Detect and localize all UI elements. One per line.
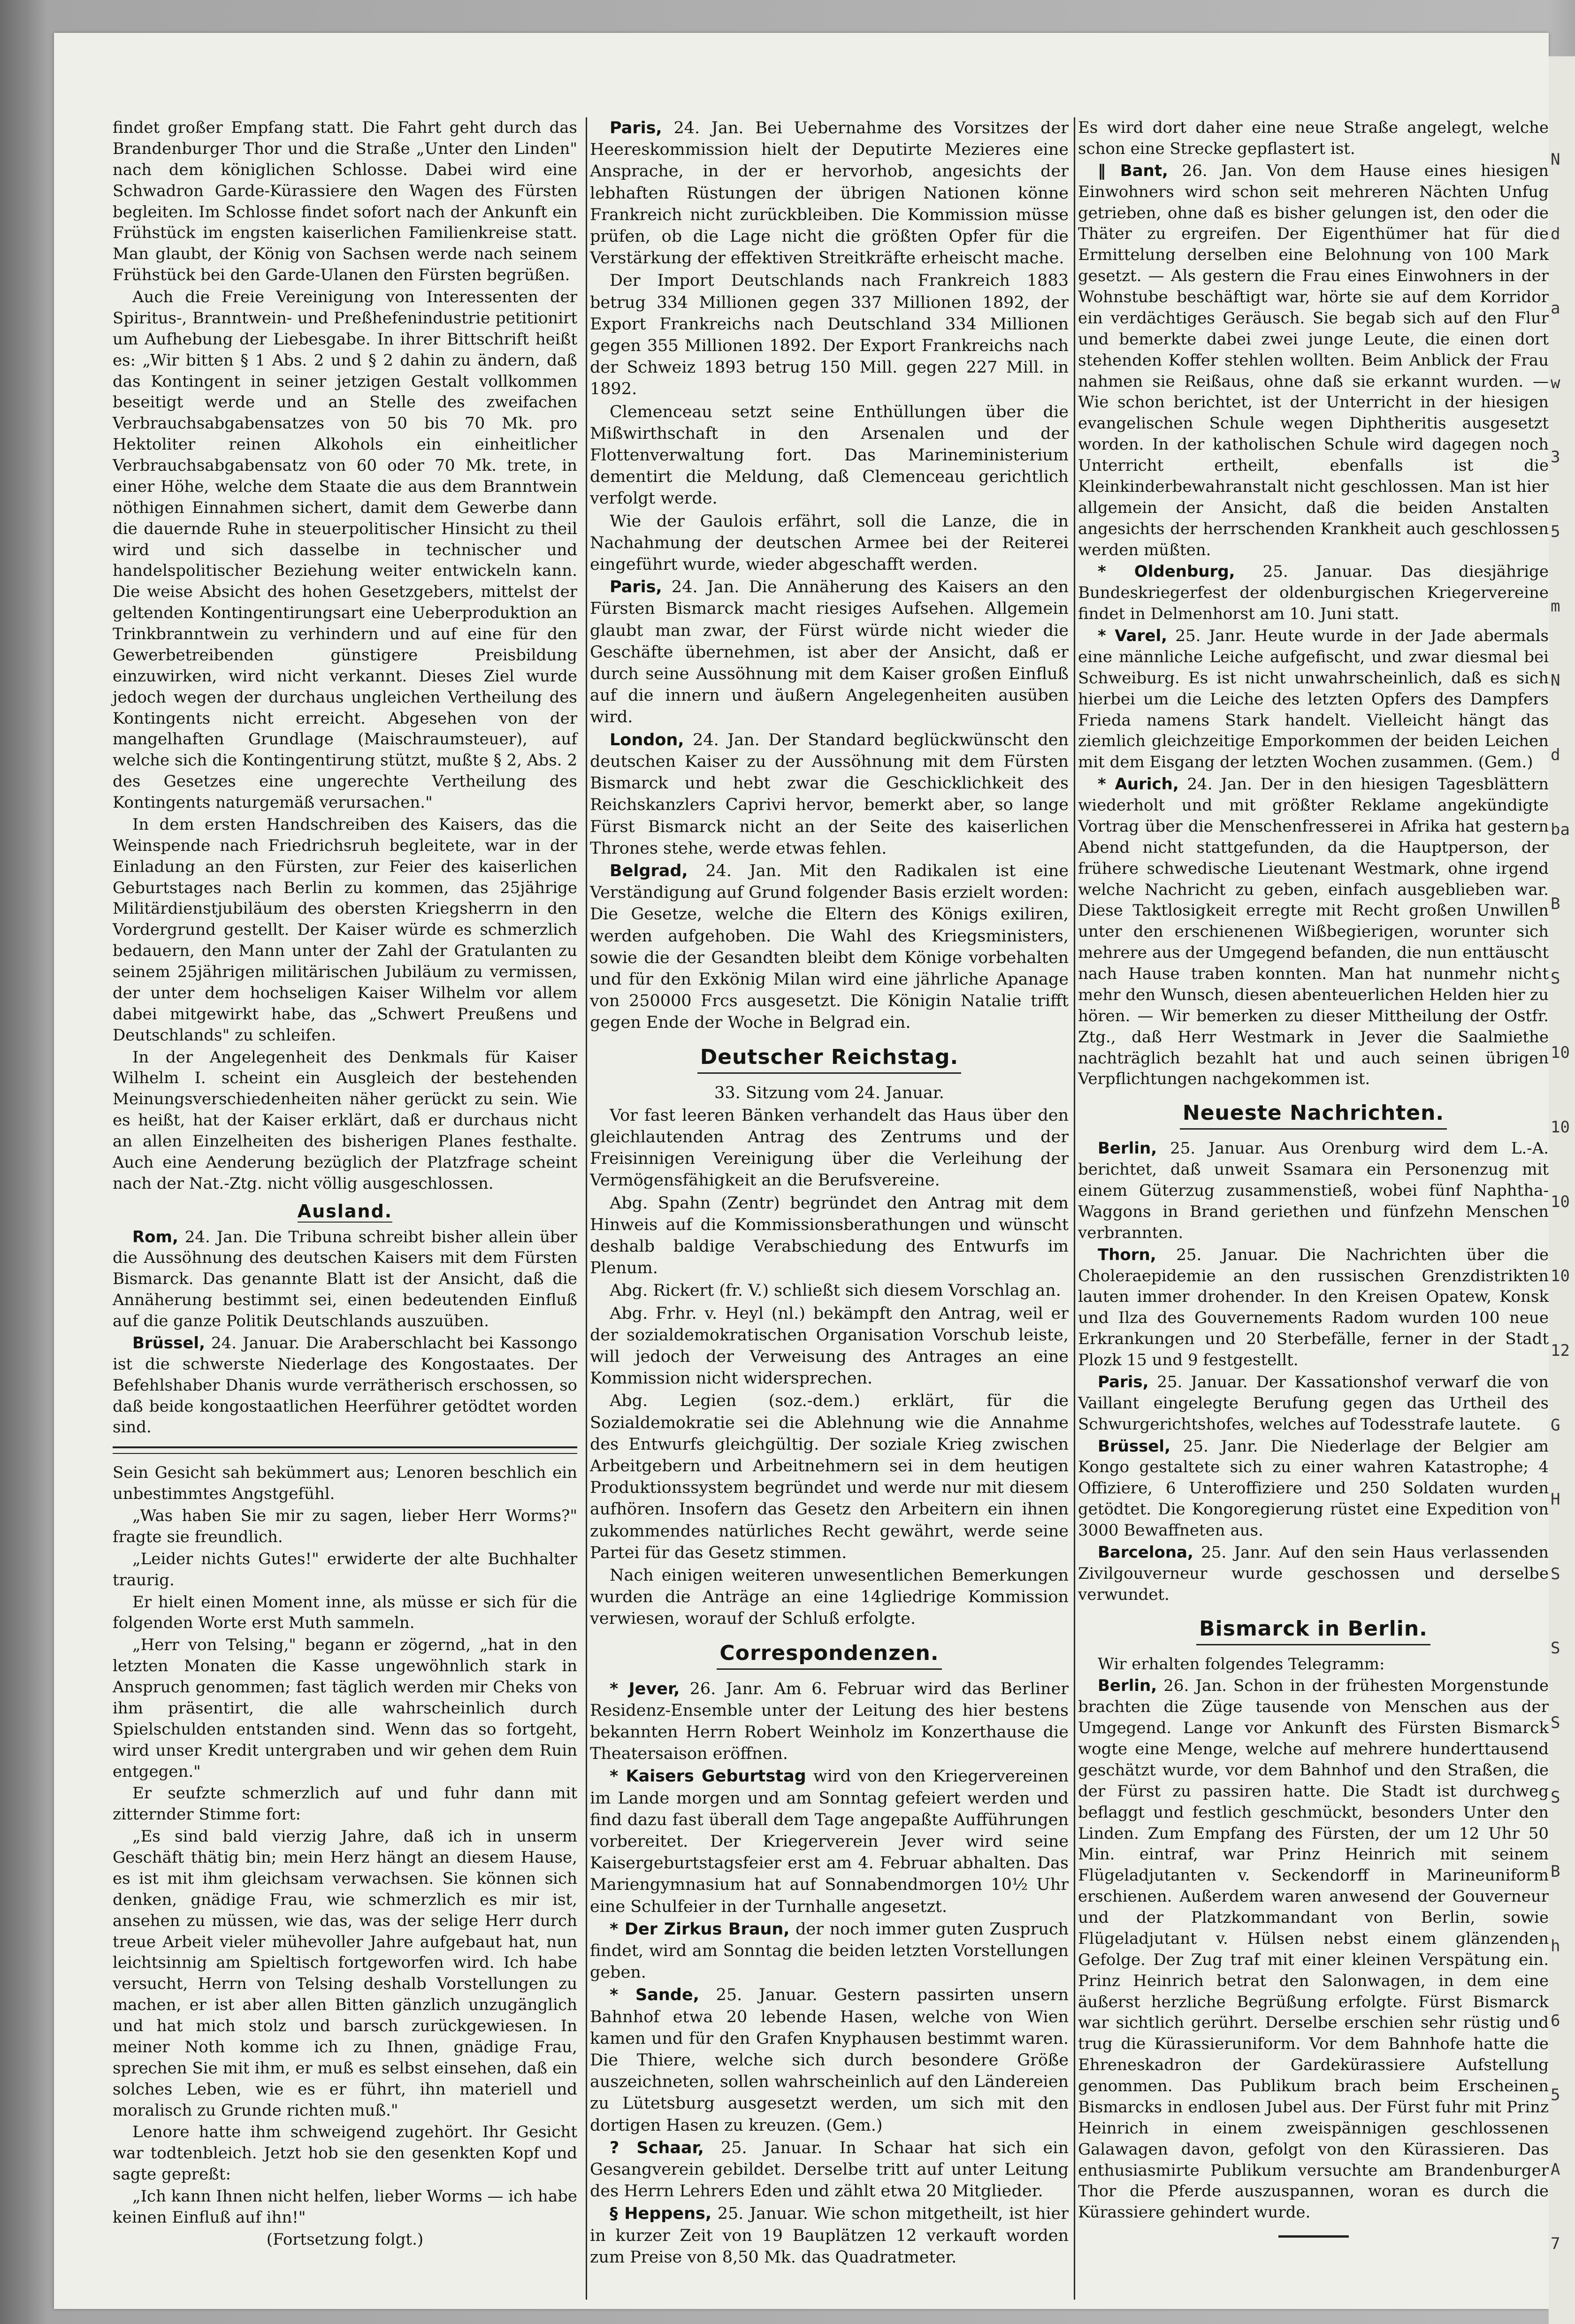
section-heading-text: Deutscher Reichstag. [697,1044,962,1074]
section-heading-reichstag [590,1044,1069,1074]
report-paragraph: Abg. Rickert (fr. V.) schließt sich diesem Vorschlag an. [610,1281,1061,1300]
story-paragraph: „Herr von Telsing," begann er zögernd, „hat in den letzten Monaten die Kasse ungewöhnlich stark in Anspruch genommen; fast täglich werden mir Cheks von ihm präsentirt, die alle wahrscheinlich durch Spielschulden entstanden sind. Wenn das so fortgeht, wird unser Kredit untergraben und wir gehen dem Ruin entgegen." [113,1636,577,1781]
report-paragraph: Abg. Legien (soz.-dem.) erklärt, für die Sozialdemokratie sei die Ablehnung wie die Annahme des Entwurfs gleichgültig. Der soziale Krieg zwischen Arbeitgebern und Arbeitnehmern sei in dem heutigen Produktionssystem begründet und werde nur mit diesem aufhören. Insofern das Gesetz den Arbeitern ein ihnen zukommendes natürliches Recht gewährt, werde seine Partei für das Gesetz stimmen. [590,1391,1069,1562]
news-item [1078,626,1549,773]
news-item [590,860,1069,1034]
news-item [1078,1372,1549,1435]
news-text: 24. Jan. Der Standard beglückwünscht den deutschen Kaiser zu der Aussöhnung mit dem Fürsten Bismarck und hebt zwar die Geschicklichkeit des Reichskanzlers Caprivi hervor, bemerkt aber, so lange Fürst Bismarck nicht an der Seite des kaiserlichen Thrones stehe, werde etwas fehlen. [590,730,1069,858]
dateline: * Der Zirkus Braun, [610,1919,790,1939]
continuation-note: (Fortsetzung folgt.) [266,2230,424,2249]
margin-fragment: A [1551,2160,1560,2179]
news-text: 24. Jan. Die Tribuna schreibt bisher allein über die Aussöhnung des deutschen Kaisers mit dem Fürsten Bismarck. Das genannte Blatt ist der Ansicht, daß die Annäherung bestimmt sei, einen bedeutenden Einfluß auf die ganze Politik Deutschlands auszuüben. [113,1227,577,1330]
news-item [1078,774,1549,1090]
story-paragraph: „Leider nichts Gutes!" erwiderte der alte Buchhalter traurig. [113,1549,577,1590]
news-item [590,401,1069,510]
story-paragraph: Sein Gesicht sah bekümmert aus; Lenoren beschlich ein unbestimmtes Angstgefühl. [113,1463,577,1504]
story-paragraph: Lenore hatte ihm schweigend zugehört. Ihr Gesicht war todtenbleich. Jetzt hob sie den gesenkten Kopf und sagte gepreßt: [113,2123,577,2184]
margin-fragment: S [1551,1564,1560,1583]
dateline: § Heppens, [610,2204,712,2224]
session-line: 33. Sitzung vom 24. Januar. [714,1083,944,1102]
column-2 [590,117,1069,2269]
news-text: 26. Jan. Von dem Hause eines hiesigen Einwohners wird schon seit mehreren Nächten Unfug getrieben, ohne daß es bisher gelungen ist, den oder die Thäter zu ergreifen. Der Eigenthümer hat für die Ermittelung derselben eine Belohnung von 100 Mark gesetzt. — Als gestern die Frau eines Einwohners in der Wohnstube beschäftigt war, hörte sie auf dem Korridor ein verdächtiges Geräusch. Sie begab sich auf den Flur und bemerkte dabei zwei junge Leute, die einen dort stehenden Koffer stehlen wollten. Beim Anblick der Frau nahmen sie Reißaus, ohne daß sie erkannt wurden. — Wie schon berichtet, ist der Unterricht in der hiesigen evangelischen Schule wegen Diphtheritis ausgesetzt worden. In der katholischen Schule wird dagegen noch Unterricht ertheilt, ebenfalls ist die Kleinkinderbewahranstalt nicht geschlossen. Man ist hier allgemein der Ansicht, daß die beiden Anstalten angesichts der herrschenden Krankheit auch geschlossen werden müßten. [1078,161,1549,559]
news-text: 26. Janr. Am 6. Februar wird das Berliner Residenz-Ensemble unter der Leitung des hier bestens bekannten Herrn Robert Weinholz im Konzerthause die Theatersaison eröffnen. [590,1679,1069,1764]
dateline: Berlin, [1098,1139,1157,1158]
news-text: 26. Jan. Schon in der frühesten Morgenstunde brachten die Züge tausende von Menschen aus der Umgegend. Lange vor Ankunft des Fürsten Bismarck wogte eine Menge, welche auf mehrere hunderttausend geschätzt wurde, vor dem Bahnhof und den Straßen, die der Fürst zu passiren hatte. Die Stadt ist durchweg beflaggt und festlich geschmückt, besonders Unter den Linden. Zum Empfang des Fürsten, der um 12 Uhr 50 Min. eintraf, war Prinz Heinrich mit seinem Flügeladjutanten v. Seckendorff in Marineuniform erschienen. Außerdem waren anwesend der Gouverneur und der Platzkommandant von Berlin, sowie Flügeladjutant v. Hülsen nebst einem glänzenden Gefolge. Der Zug traf mit einer kleinen Verspätung ein. Prinz Heinrich betrat den Salonwagen, in dem eine äußerst herzliche Begrüßung erfolgte. Fürst Bismarck war sichtlich gerührt. Derselbe erschien sehr rüstig und trug die Kürassieruniform. Vor dem Bahnhofe hatte die Ehreneskadron der Gardekürassiere Aufstellung genommen. Das Publikum brach beim Erscheinen Bismarcks in endlosen Jubel aus. Der Fürst fuhr mit Prinz Heinrich in einem zweispännigen geschlossenen Galawagen davon, gefolgt von den Kürassieren. Das enthusiasmirte Publikum versuchte am Brandenburger Thor die Pferde auszuspannen, woran es durch die Kürassiere gehindert wurde. [1078,1676,1549,2222]
report-paragraph: Abg. Spahn (Zentr) begründet den Antrag mit dem Hinweis auf die Kommissionsberathungen und wünscht deshalb baldige Verabschiedung des Entwurfs im Plenum. [590,1193,1069,1278]
margin-fragment: N [1551,671,1560,690]
dateline: Brüssel, [1098,1437,1170,1456]
news-item [590,511,1069,576]
news-text: 25. Januar. In Schaar hat sich ein Gesangverein gebildet. Derselbe tritt auf unter Leitung des Herrn Lehrers Eden und zählt etwa 20 Mitglieder. [590,2138,1069,2201]
section-heading-text: Neueste Nachrichten. [1180,1100,1447,1130]
news-item [590,576,1069,728]
margin-fragment: a [1551,299,1560,318]
dateline: ? Schaar, [610,2138,704,2157]
margin-fragment: B [1551,894,1560,914]
news-text: der noch immer guten Zuspruch findet, wird am Sonntag die beiden letzten Vorstellungen geben. [590,1919,1069,1982]
news-text: 25. Januar. Die Nachrichten über die Choleraepidemie an den russischen Grenzdistrikten lauten immer drohender. In den Kreisen Opatew, Konsk und Ilza des Gouvernements Radom wurden 100 neue Erkrankungen und 20 Sterbefälle, ferner in der Stadt Plozk 15 und 9 festgestellt. [1078,1245,1549,1369]
news-item [1078,1542,1549,1605]
dateline: Berlin, [1098,1676,1157,1696]
margin-fragment: S [1551,1788,1560,1807]
article-paragraph: findet großer Empfang statt. Die Fahrt geht durch das Brandenburger Thor und die Straße „Unter den Linden" nach dem königlichen Schlosse. Dabei wird eine Schwadron Garde-Kürassiere den Wagen des Fürsten begleiten. Im Schlosse findet sofort nach der Ankunft ein Frühstück im engsten kaiserlichen Familienkreise statt. Man glaubt, der König von Sachsen werde nach seinem Frühstück bei den Garde-Ulanen den Fürsten begrüßen. [113,118,577,285]
news-text: 24. Jan. Der in den hiesigen Tagesblättern wiederholt und mit größter Reklame angekündigte Vortrag über die Menschenfresserei in Afrika hat gestern Abend nicht stattgefunden, da die Hauptperson, der frühere schwedische Lieutenant Westmark, ohne irgend welche Nachricht zu geben, einfach ausgeblieben war. Diese Taktlosigkeit erregte mit Recht großen Unwillen unter den erschienenen Wißbegierigen, worunter sich mehrere aus der Umgegend befanden, die nun enttäuscht nach Hause traben konnten. Man hat nunmehr nicht mehr den Wunsch, diesen abenteuerlichen Helden hier zu hören. — Wir bemerken zu dieser Mittheilung der Ostfr. Ztg., daß Herr Westmark in Jever die Saalmiethe nachträglich bezahlt hat und auch seinen übrigen Verpflichtungen nachgekommen ist. [1078,775,1549,1089]
news-item [1078,1675,1549,2223]
news-item [590,1984,1069,2136]
report-paragraph: Nach einigen weiteren unwesentlichen Bemerkungen wurden die Anträge an eine 14gliedrige Kommission verwiesen, worauf der Schluß erfolgte. [590,1566,1069,1628]
dateline: Thorn, [1098,1245,1156,1264]
dateline: Paris, [1098,1372,1149,1391]
news-item [1078,161,1549,561]
dateline: ‖ Bant, [1098,161,1168,180]
news-item [1078,117,1549,160]
dateline: * Jever, [610,1679,680,1698]
news-text: Der Import Deutschlands nach Frankreich 1883 betrug 334 Millionen gegen 337 Millionen 1892, der Export Frankreichs nach Deutschland 334 Millionen gegen 355 Millionen 1892. Der Export Frankreichs nach der Schweiz 1893 betrug 150 Mill. gegen 227 Mill. in 1892. [590,271,1069,399]
news-text: Wie der Gaulois erfährt, soll die Lanze, die in Nachahmung der deutschen Armee bei der Reiterei eingeführt wurde, wieder abgeschafft werden. [590,512,1069,574]
story-paragraph: Er hielt einen Moment inne, als müsse er sich für die folgenden Worte erst Muth sammeln. [113,1592,577,1633]
news-item [1078,1245,1549,1371]
article-paragraph: Auch die Freie Vereinigung von Interessenten der Spiritus-, Branntwein- und Preßhefenindustrie petitionirt um Aufhebung der Liebesgabe. In ihrer Bittschrift heißt es: „Wir bitten § 1 Abs. 2 und § 2 dahin zu ändern, daß das Kontingent in seiner jetzigen Gestalt vollkommen beseitigt werde und an Stelle des zweifachen Verbrauchsabgabensatzes von 50 bis 70 Mk. pro Hektoliter reinen Alkohols ein einheitlicher Verbrauchsabgabensatz von 60 oder 70 Mk. trete, in einer Höhe, welche dem Staate die aus dem Branntwein nöthigen Einnahmen sichert, damit dem Gewerbe dann die dauernde Ruhe in steuerpolitischer Hinsicht zu theil wird und sich dasselbe in technischer und handelspolitischer Beziehung weiter entwickeln kann. Die weise Absicht des hohen Gesetzgebers, mittelst der geltenden Kontingentirungsart eine Ueberproduktion an Trinkbranntwein zu verhindern und auf eine für den Gewerbetreibenden günstigere Preisbildung einzuwirken, wird nicht verkannt. Dieses Ziel wurde jedoch wegen der durchaus ungleichen Vertheilung des Kontingents nicht erreicht. Abgesehen von der mangelhaften Grundlage (Maischraumsteuer), auf welche sich die Kontingentirung stützt, mußte § 2, Abs. 2 des Gesetzes eine ungerechte Vertheilung des Kontingents naturgemäß verursachen." [113,288,577,812]
column-rule [586,117,587,2300]
margin-fragment: S [1551,969,1560,988]
margin-fragment: S [1551,1639,1560,1658]
telegram-intro: Wir erhalten folgendes Telegramm: [1098,1654,1385,1674]
dateline: Brüssel, [132,1333,205,1353]
margin-fragment: 10 [1551,1192,1570,1211]
dateline: Barcelona, [1098,1543,1193,1562]
news-text: 25. Janr. Die Niederlage der Belgier am Kongo gestaltete sich zu einer wahren Katastrophe; 4 Offiziere, 6 Unteroffiziere und 250 Soldaten wurden getödtet. Die Kongoregierung rüstet eine Expedition von 3000 Bewaffneten aus. [1078,1437,1549,1540]
news-item [590,117,1069,269]
news-text: 25. Januar. Wie schon mitgetheilt, ist hier in kurzer Zeit von 19 Bauplätzen 12 verkauft worden zum Preise von 8,50 Mk. das Quadratmeter. [590,2204,1069,2267]
news-text: 25. Janr. Heute wurde in der Jade abermals eine männliche Leiche aufgefischt, und zwar diesmal bei Schweiburg. Es ist nicht unwahrscheinlich, daß es sich hierbei um die Leiche des letzten Opfers des Dampfers Frieda namens Stark handelt. Vielleicht hängt das ziemlich gleichzeitige Emporkommen der beiden Leichen mit dem Eisgang der letzten Wochen zusammen. (Gem.) [1078,627,1549,772]
article-paragraph: In der Angelegenheit des Denkmals für Kaiser Wilhelm I. scheint ein Ausgleich der bestehenden Meinungsverschiedenheiten näher gerückt zu sein. Wie es heißt, hat der Kaiser erklärt, daß er durchaus nicht an allen Einzelheiten des bisherigen Planes festhalte. Auch eine Aenderung bezüglich der Platzfrage scheint nach der Nat.-Ztg. nicht völlig ausgeschlossen. [113,1047,577,1193]
news-item [1078,1436,1549,1541]
dateline: * Sande, [610,1986,699,2005]
news-item [590,2137,1069,2202]
report-paragraph: Abg. Frhr. v. Heyl (nl.) bekämpft den Antrag, weil er der sozialdemokratischen Organisation Vorschub leiste, will jedoch der Verweisung des Antrages an eine Kommission nicht widersprechen. [590,1304,1069,1388]
dateline: Paris, [610,119,662,138]
margin-fragment: w [1551,373,1560,392]
dateline: * Aurich, [1098,775,1179,794]
news-text: 24. Jan. Die Annäherung des Kaisers an den Fürsten Bismarck macht riesiges Aufsehen. Allgemein glaubt man zwar, der Fürst würde nicht wieder die Geschäfte übernehmen, ist aber der Ansicht, daß er durch seine Aussöhnung mit dem Kaiser großen Einfluß auf die innern und äußern Angelegenheiten ausüben wird. [590,578,1069,727]
section-heading-text: Bismarck in Berlin. [1196,1616,1430,1645]
news-item [590,1766,1069,1917]
story-paragraph: Er seufzte schmerzlich auf und fuhr dann mit zitternder Stimme fort: [113,1784,577,1824]
news-text: wird von den Kriegervereinen im Lande morgen und am Sonntag gefeiert werden und find dazu fast überall dem Tage angepaßte Aufführungen vorbereitet. Der Kriegerverein Jever wird seine Kaisergeburtstagsfeier erst am 4. Februar abhalten. Das Mariengymnasium hat auf Sonnabendmorgen 10½ Uhr eine Schulfeier in der Turnhalle angesetzt. [590,1767,1069,1916]
news-item [590,1919,1069,1984]
margin-fragment: m [1551,596,1560,616]
news-item [590,270,1069,400]
column-1 [113,117,577,2251]
news-text: 25. Januar. Der Kassationshof verwarf die von Vaillant eingelegte Berufung gegen das Urtheil des Schwurgerichtshofes, welches auf Todesstrafe lautete. [1078,1372,1549,1434]
news-text: 24. Jan. Bei Uebernahme des Vorsitzes der Heereskommission hielt der Deputirte Mezieres eine Ansprache, in der er hervorhob, angesichts der lebhaften Rüstungen der übrigen Nationen könne Frankreich nicht zurückbleiben. Die Kommission müsse prüfen, ob die Lage nicht die größten Opfer für die Verstärkung der effektiven Streitkräfte erheischt mache. [590,119,1069,268]
margin-fragment: d [1551,745,1560,764]
margin-fragment: G [1551,1415,1560,1435]
margin-fragment: h [1551,1936,1560,1956]
dateline: * Kaisers Geburtstag [610,1767,806,1786]
dateline: * Varel, [1098,627,1168,645]
news-text: 24. Jan. Mit den Radikalen ist eine Verständigung auf Grund folgender Basis erzielt worden: Die Gesetze, welche die Eltern des Königs exiliren, werden aufgehoben. Die Wahl des Kriegsministers, sowie die der Gesandten bleibt dem Könige vorbehalten und für den Exkönig Milan wird eine jährliche Apanage von 250000 Frcs ausgesetzt. Die Königin Natalie trifft gegen Ende der Woche in Belgrad ein. [590,861,1069,1032]
news-item [590,729,1069,859]
margin-fragment: 5 [1551,2086,1560,2105]
margin-fragment: B [1551,1862,1560,1881]
margin-fragment: ba [1551,820,1570,839]
section-heading-text: Correspondenzen. [717,1640,941,1670]
section-heading-correspondenzen [590,1640,1069,1670]
feuilleton-divider [113,1446,577,1454]
next-page-edge [1549,56,1575,2324]
dateline: London, [610,730,684,749]
margin-fragment: 12 [1551,1341,1570,1360]
news-item [590,1678,1069,1765]
news-item [1078,561,1549,625]
margin-fragment: 6 [1551,2011,1560,2030]
section-heading-bismarck [1078,1616,1549,1645]
report-paragraph: Vor fast leeren Bänken verhandelt das Haus über den gleichlautenden Antrag des Zentrums und der Freisinnigen Vereinigung über die Verleihung der Vermögensfähigkeit an die Berufsvereine. [590,1106,1069,1190]
margin-fragment: 10 [1551,1118,1570,1137]
end-rule [1278,2235,1349,2238]
news-item [1078,1138,1549,1243]
dateline: Belgrad, [610,861,688,880]
news-text: 24. Januar. Die Araberschlacht bei Kassongo ist die schwerste Niederlage des Kongostaates. Der Befehlshaber Dhanis wurde verrätherisch erschossen, so daß beide kongostaatlichen Heerführer getödtet worden sind. [113,1333,577,1437]
story-paragraph: „Ich kann Ihnen nicht helfen, lieber Worms — ich habe keinen Einfluß auf ihn!" [113,2187,577,2227]
dateline: * Oldenburg, [1098,562,1235,581]
news-text: Clemenceau setzt seine Enthüllungen über die Mißwirthschaft in den Arsenalen und der Flottenverwaltung fort. Das Marineministerium dementirt die Meldung, daß Clemenceau gerichtlich verfolgt werde. [590,402,1069,508]
news-text: Es wird dort daher eine neue Straße angelegt, welche schon eine Strecke gepflastert ist. [1078,118,1549,158]
margin-fragment: d [1551,224,1560,244]
news-text: 25. Januar. Das diesjährige Bundeskriegerfest der oldenburgischen Kriegervereine findet in Delmenhorst am 10. Juni statt. [1078,562,1549,624]
margin-fragment: 5 [1551,522,1560,542]
margin-fragment: 10 [1551,1043,1570,1063]
news-text: 25. Janr. Auf den sein Haus verlassenden Zivilgouverneur wurde geschossen und derselbe verwundet. [1078,1543,1549,1604]
column-3 [1078,117,1549,2242]
column-rule [1074,117,1075,2300]
news-item [590,2203,1069,2268]
article-paragraph: In dem ersten Handschreiben des Kaisers, das die Weinspende nach Friedrichsruh begleitete, war in der Einladung an den Fürsten, zur Feier des kaiserlichen Geburtstages nach Berlin zu kommen, das 25jährige Militärdienstjubiläum des obersten Kriegsherrn in den Vordergrund gestellt. Der Kaiser würde es schmerzlich bedauern, den Mann unter der Zahl der Gratulanten zu seinem 25jährigen militärischen Jubiläum zu vermissen, der unter dem hochseligen Kaiser Wilhelm vor allem dabei mitgewirkt habe, das „Schwert Preußens und Deutschlands" zu schleifen. [113,815,577,1045]
section-heading-text: Ausland. [297,1200,393,1222]
story-paragraph: „Es sind bald vierzig Jahre, daß ich in unserm Geschäft thätig bin; mein Herz hängt an diesem Hause, es ist mit ihm gleichsam verwachsen. Sie können sich denken, gnädige Frau, wie schmerzlich es mir ist, ansehen zu müssen, wie das, was der selige Herr durch treue Arbeit vieler mühevoller Jahre aufgebaut hat, nun leichtsinnig am Spieltisch fortgeworfen wird. Ich habe versucht, Herrn von Telsing deshalb Vorstellungen zu machen, er ist aber allen Bitten gänzlich unzugänglich und hat mich stolz und barsch zurückgewiesen. In meiner Noth komme ich zu Ihnen, gnädige Frau, sprechen Sie mit ihm, er muß es selbst einsehen, daß ein solches Leben, wie es er führt, ihn materiell und moralisch zu Grunde richten muß." [113,1827,577,2120]
margin-fragment: H [1551,1490,1560,1509]
margin-fragment: N [1551,150,1560,169]
margin-fragment: 7 [1551,2234,1560,2254]
news-text: 25. Januar. Gestern passirten unsern Bahnhof etwa 20 lebende Hasen, welche von Wien kamen und für den Grafen Knyphausen bestimmt waren. Die Thiere, welche sich durch besondere Größe auszeichneten, sollen wahrscheinlich auf den Ländereien zu Lütetsburg ausgesetzt werden, um sich mit den dortigen Hasen zu kreuzen. (Gem.) [590,1986,1069,2135]
story-paragraph: „Was haben Sie mir zu sagen, lieber Herr Worms?" fragte sie freundlich. [113,1506,577,1546]
section-heading-ausland [113,1201,577,1222]
news-text: 25. Januar. Aus Orenburg wird dem L.-A. berichtet, daß unweit Ssamara ein Personenzug mit einem Güterzug zusammenstieß, wobei fünf Naphtha-Waggons in Brand geriethen und fünfzehn Menschen verbrannten. [1078,1139,1549,1242]
margin-fragment: 3 [1551,448,1560,467]
news-item [113,1227,577,1332]
margin-fragment: S [1551,1713,1560,1733]
news-item [113,1333,577,1438]
dateline: Paris, [610,578,662,597]
section-heading-neueste [1078,1100,1549,1130]
margin-fragment: 10 [1551,1267,1570,1286]
dateline: Rom, [132,1227,178,1246]
